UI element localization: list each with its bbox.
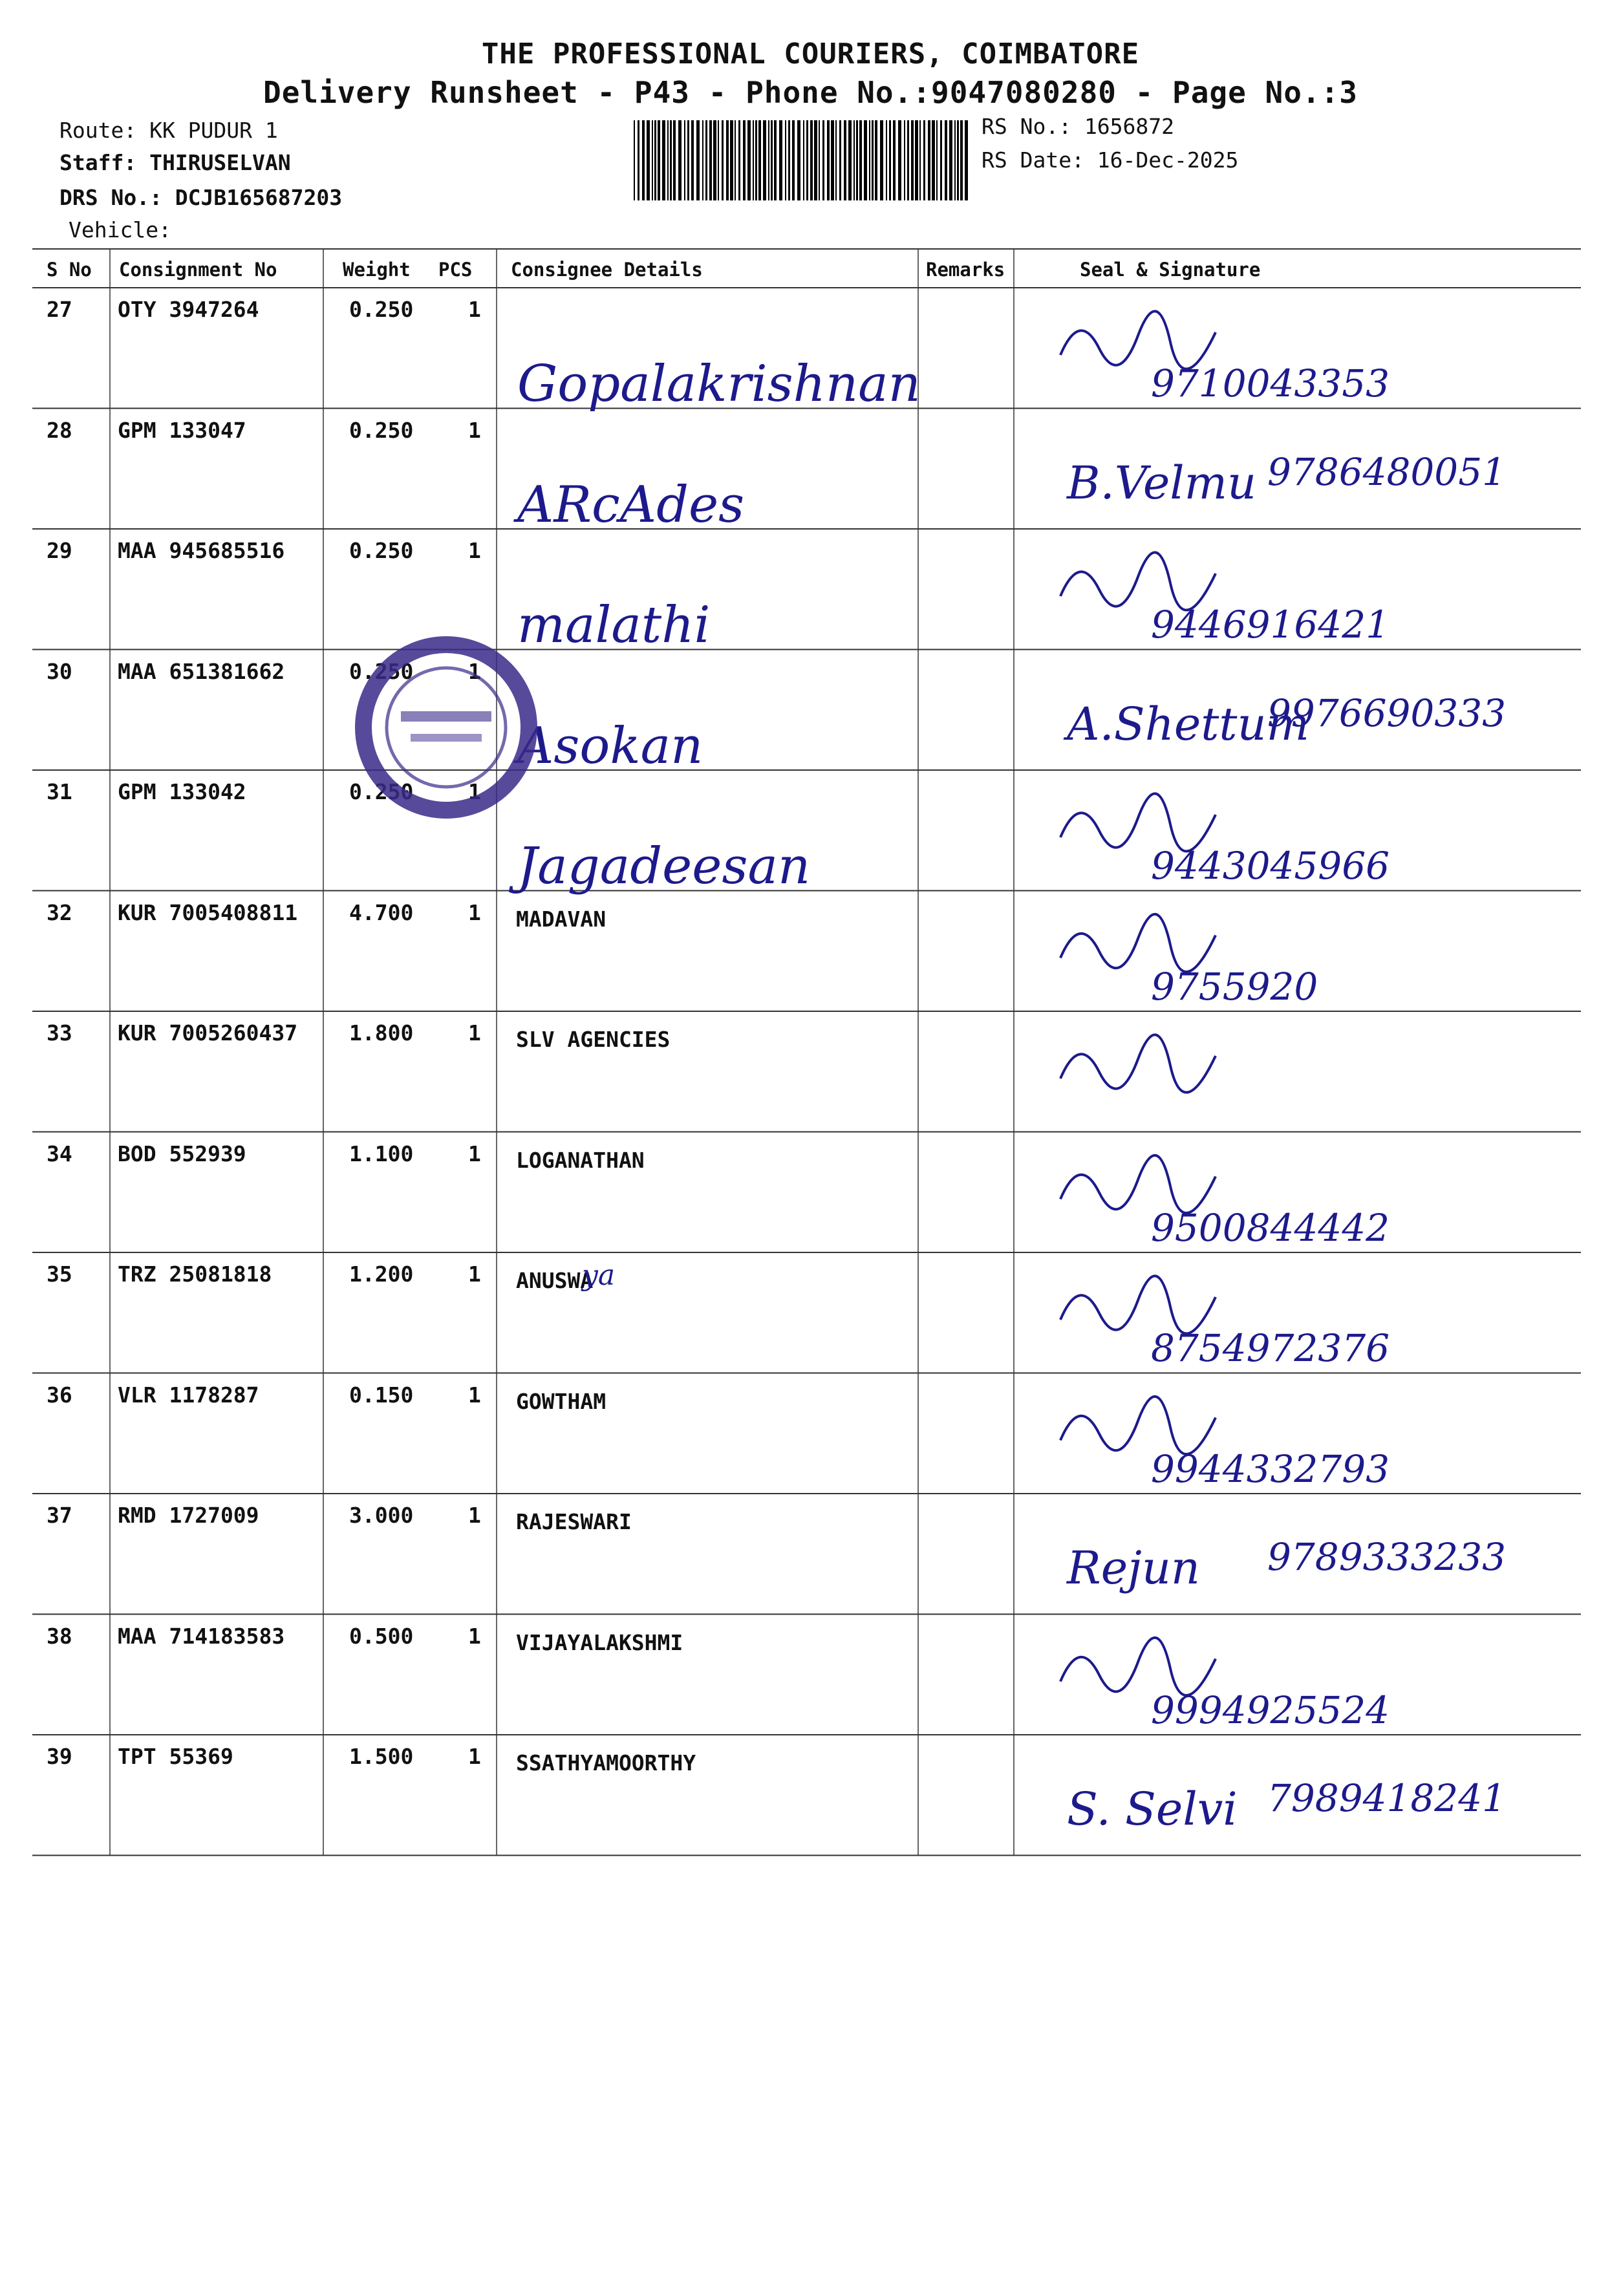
signature-text: B.Velmu bbox=[1067, 456, 1257, 510]
row-weight: 0.150 bbox=[349, 1382, 414, 1408]
row-weight: 3.000 bbox=[349, 1503, 414, 1528]
route-label: Route: KK PUDUR 1 bbox=[59, 118, 278, 143]
col-consignee: Consignee Details bbox=[511, 259, 703, 281]
signature-phone: 9500844442 bbox=[1151, 1205, 1390, 1250]
handwritten-consignee-name: ya bbox=[582, 1259, 616, 1292]
row-consignment-no: TPT 55369 bbox=[118, 1744, 233, 1769]
drs-label: DRS No.: DCJB165687203 bbox=[59, 185, 343, 210]
staff-label: Staff: THIRUSELVAN bbox=[59, 150, 291, 175]
handwritten-consignee-name: Gopalakrishnan bbox=[517, 355, 921, 413]
rs-no-label: RS No.: 1656872 bbox=[982, 114, 1175, 139]
signature-phone: 7989418241 bbox=[1267, 1776, 1507, 1820]
row-consignment-no: BOD 552939 bbox=[118, 1141, 246, 1166]
rs-date-label: RS Date: 16-Dec-2025 bbox=[982, 147, 1239, 173]
col-remarks: Remarks bbox=[926, 259, 1005, 281]
row-weight: 0.500 bbox=[349, 1623, 414, 1649]
row-pcs: 1 bbox=[468, 1744, 481, 1769]
vehicle-label: Vehicle: bbox=[69, 217, 171, 242]
row-sno: 35 bbox=[47, 1261, 72, 1287]
handwritten-consignee-name: malathi bbox=[517, 596, 711, 654]
col-sno: S No bbox=[47, 259, 92, 281]
signature-phone: 9786480051 bbox=[1267, 449, 1507, 494]
signature-scribble bbox=[1060, 793, 1216, 851]
row-sno: 37 bbox=[47, 1503, 72, 1528]
row-consignment-no: MAA 945685516 bbox=[118, 538, 285, 563]
office-seal-stamp bbox=[349, 630, 543, 824]
signature-scribble bbox=[1060, 1276, 1216, 1333]
row-consignment-no: KUR 7005408811 bbox=[118, 899, 298, 925]
handwritten-consignee-name: Asokan bbox=[517, 716, 703, 775]
signature-phone: 9710043353 bbox=[1151, 361, 1390, 405]
row-weight: 1.800 bbox=[349, 1020, 414, 1046]
row-consignee: MADAVAN bbox=[516, 906, 607, 932]
row-consignment-no: OTY 3947264 bbox=[118, 297, 259, 322]
col-pcs: PCS bbox=[438, 259, 473, 281]
row-sno: 34 bbox=[47, 1141, 72, 1166]
row-weight: 4.700 bbox=[349, 899, 414, 925]
signature-scribble bbox=[1060, 1397, 1216, 1454]
row-sno: 27 bbox=[47, 297, 72, 322]
row-sno: 36 bbox=[47, 1382, 72, 1408]
col-consignment: Consignment No bbox=[119, 259, 277, 281]
row-consignment-no: MAA 714183583 bbox=[118, 1623, 285, 1649]
row-consignee: LOGANATHAN bbox=[516, 1147, 645, 1173]
row-sno: 29 bbox=[47, 538, 72, 563]
row-pcs: 1 bbox=[468, 779, 481, 804]
signature-phone: 9446916421 bbox=[1151, 603, 1390, 647]
signature-scribble bbox=[1060, 914, 1216, 972]
handwritten-consignee-name: ARcAdes bbox=[517, 475, 745, 534]
signature-text: A.Shettum bbox=[1067, 697, 1309, 751]
row-weight: 0.250 bbox=[349, 779, 414, 804]
signature-phone: 9976690333 bbox=[1267, 691, 1507, 735]
row-consignment-no: MAA 651381662 bbox=[118, 658, 285, 684]
signature-scribble bbox=[1060, 1155, 1216, 1213]
row-consignee: SLV AGENCIES bbox=[516, 1027, 671, 1052]
row-pcs: 1 bbox=[468, 658, 481, 684]
row-weight: 1.500 bbox=[349, 1744, 414, 1769]
signature-scribble bbox=[1060, 1638, 1216, 1695]
col-signature: Seal & Signature bbox=[1080, 259, 1261, 281]
signature-scribble bbox=[1060, 552, 1216, 610]
runsheet-subtitle: Delivery Runsheet - P43 - Phone No.:9047080280 - Page No.:3 bbox=[263, 75, 1358, 110]
row-pcs: 1 bbox=[468, 899, 481, 925]
row-pcs: 1 bbox=[468, 1382, 481, 1408]
row-pcs: 1 bbox=[468, 297, 481, 322]
row-sno: 28 bbox=[47, 417, 72, 443]
row-sno: 32 bbox=[47, 899, 72, 925]
row-weight: 0.250 bbox=[349, 417, 414, 443]
signature-phone: 9755920 bbox=[1151, 964, 1318, 1009]
row-consignee: SSATHYAMOORTHY bbox=[516, 1750, 696, 1776]
row-weight: 0.250 bbox=[349, 658, 414, 684]
signature-scribble bbox=[1060, 1035, 1216, 1092]
signature-phone: 9443045966 bbox=[1151, 844, 1390, 888]
row-consignee: ANUSWA bbox=[516, 1268, 594, 1293]
row-weight: 1.200 bbox=[349, 1261, 414, 1287]
signature-scribble bbox=[1060, 311, 1216, 369]
row-consignment-no: GPM 133047 bbox=[118, 417, 246, 443]
row-consignment-no: VLR 1178287 bbox=[118, 1382, 259, 1408]
row-sno: 39 bbox=[47, 1744, 72, 1769]
row-consignment-no: GPM 133042 bbox=[118, 779, 246, 804]
company-title: THE PROFESSIONAL COURIERS, COIMBATORE bbox=[481, 38, 1140, 70]
signature-text: Rejun bbox=[1067, 1541, 1201, 1594]
row-pcs: 1 bbox=[468, 417, 481, 443]
row-consignee: GOWTHAM bbox=[516, 1388, 607, 1414]
signature-phone: 8754972376 bbox=[1151, 1326, 1390, 1370]
row-sno: 31 bbox=[47, 779, 72, 804]
row-consignment-no: RMD 1727009 bbox=[118, 1503, 259, 1528]
row-sno: 38 bbox=[47, 1623, 72, 1649]
row-pcs: 1 bbox=[468, 1623, 481, 1649]
row-pcs: 1 bbox=[468, 1020, 481, 1046]
handwritten-consignee-name: Jagadeesan bbox=[517, 837, 811, 896]
signature-phone: 9789333233 bbox=[1267, 1535, 1507, 1579]
row-pcs: 1 bbox=[468, 1261, 481, 1287]
row-pcs: 1 bbox=[468, 1503, 481, 1528]
row-weight: 0.250 bbox=[349, 297, 414, 322]
row-consignee: RAJESWARI bbox=[516, 1509, 632, 1534]
row-pcs: 1 bbox=[468, 538, 481, 563]
row-weight: 1.100 bbox=[349, 1141, 414, 1166]
col-weight: Weight bbox=[343, 259, 411, 281]
row-consignee: VIJAYALAKSHMI bbox=[516, 1629, 683, 1655]
row-sno: 33 bbox=[47, 1020, 72, 1046]
row-consignment-no: TRZ 25081818 bbox=[118, 1261, 272, 1287]
row-sno: 30 bbox=[47, 658, 72, 684]
row-pcs: 1 bbox=[468, 1141, 481, 1166]
row-weight: 0.250 bbox=[349, 538, 414, 563]
signature-phone: 9944332793 bbox=[1151, 1446, 1390, 1491]
row-consignment-no: KUR 7005260437 bbox=[118, 1020, 298, 1046]
signature-phone: 9994925524 bbox=[1151, 1688, 1390, 1732]
signature-text: S. Selvi bbox=[1067, 1783, 1238, 1836]
